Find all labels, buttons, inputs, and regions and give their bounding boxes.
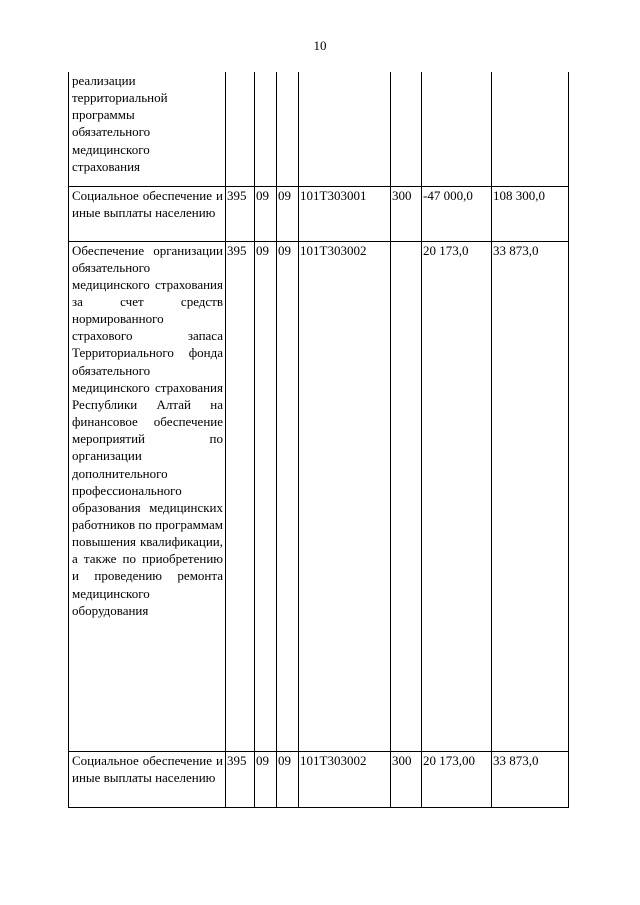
ministry-code-cell: 395	[226, 751, 255, 807]
table-row	[69, 241, 569, 751]
row-name-cell	[69, 72, 226, 186]
table-row	[69, 72, 569, 186]
subsection-code-cell: 09	[277, 241, 299, 751]
section-code-cell: 09	[255, 241, 277, 751]
target-code-cell: 101Т303002	[299, 241, 391, 751]
expense-kind-cell: 300	[391, 186, 422, 241]
table-row	[69, 751, 569, 807]
name-line: программы	[72, 107, 135, 123]
budget-table	[68, 72, 569, 808]
page-number: 10	[313, 38, 327, 53]
name-line: медицинского	[72, 141, 150, 157]
table-row	[69, 186, 569, 241]
section-code-cell: 09	[255, 186, 277, 241]
name-line: территориальной	[72, 90, 168, 106]
change-amount-cell: 20 173,0	[422, 241, 492, 751]
subsection-code-cell: 09	[277, 186, 299, 241]
expense-kind-cell	[391, 72, 422, 186]
total-amount-cell: 108 300,0	[492, 186, 569, 241]
change-amount-cell: -47 000,0	[422, 186, 492, 241]
target-code-cell: 101Т303002	[299, 751, 391, 807]
expense-kind-cell	[391, 241, 422, 751]
name-line: страхования	[72, 158, 141, 174]
row-name-cell: Социальное обеспечение и иные выплаты населению	[69, 751, 226, 807]
target-code-cell	[299, 72, 391, 186]
row-name-cell: Социальное обеспечение и иные выплаты населению	[69, 186, 226, 241]
row-name-cell: Обеспечение организации обязательного медицинского страхования за счет средств нормированного страхового запаса Территориального фонда обязательного медицинского страхования Республики Алтай на финансовое обеспечение мероприятий по организации дополнительного профессионального образования медицинских работников по программам повышения квалификации, а также по приобретению и проведению ремонта медицинского оборудования	[69, 241, 226, 751]
total-amount-cell: 33 873,0	[492, 751, 569, 807]
total-amount-cell: 33 873,0	[492, 241, 569, 751]
name-line: обязательного	[72, 124, 151, 140]
target-code-cell: 101Т303001	[299, 186, 391, 241]
name-line: реализации	[72, 73, 136, 88]
subsection-code-cell: 09	[277, 751, 299, 807]
total-amount-cell	[492, 72, 569, 186]
expense-kind-cell: 300	[391, 751, 422, 807]
change-amount-cell: 20 173,00	[422, 751, 492, 807]
budget-table-body	[69, 72, 569, 807]
section-code-cell: 09	[255, 751, 277, 807]
change-amount-cell	[422, 72, 492, 186]
ministry-code-cell: 395	[226, 241, 255, 751]
section-code-cell	[255, 72, 277, 186]
ministry-code-cell	[226, 72, 255, 186]
subsection-code-cell	[277, 72, 299, 186]
ministry-code-cell: 395	[226, 186, 255, 241]
